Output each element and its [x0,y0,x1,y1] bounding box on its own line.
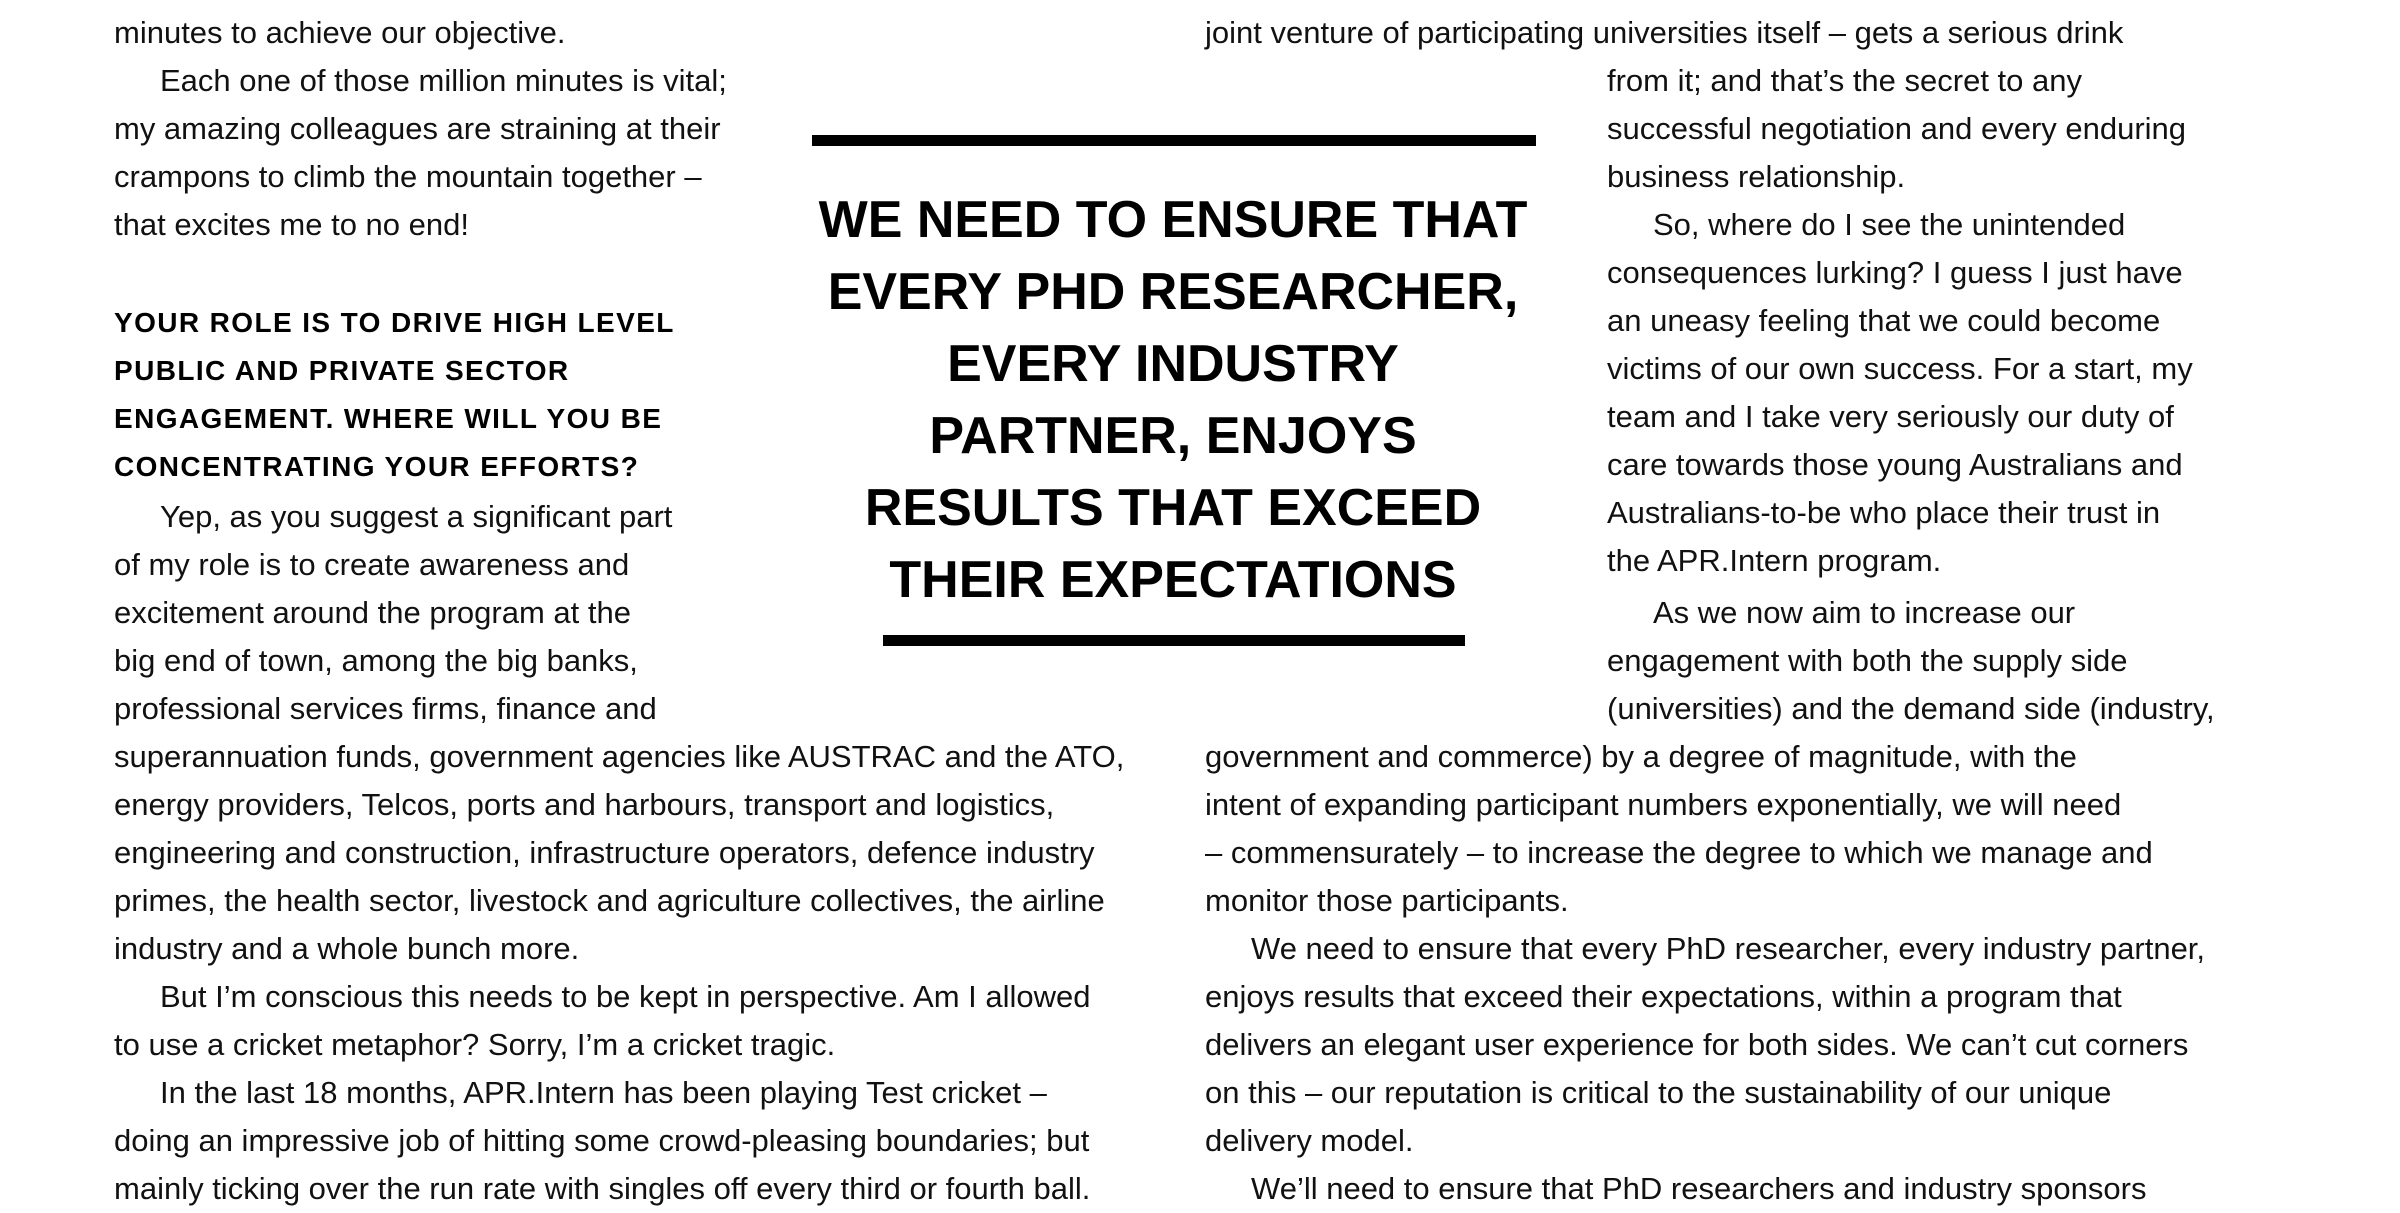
body-line: mainly ticking over the run rate with singles off every third or fourth ball. [114,1171,1091,1206]
body-line: We’ll need to ensure that PhD researchers and industry sponsors [1251,1171,2147,1206]
pull-quote-line: PARTNER, ENJOYS [929,407,1417,465]
body-line: government and commerce) by a degree of magnitude, with the [1205,739,2077,774]
body-line: Australians-to-be who place their trust in [1607,495,2161,530]
body-line: In the last 18 months, APR.Intern has been playing Test cricket – [160,1075,1047,1110]
pull-quote-line: RESULTS THAT EXCEED [864,479,1482,537]
pull-quote-line: WE NEED TO ENSURE THAT [818,191,1528,249]
body-line: an uneasy feeling that we could become [1607,303,2161,338]
body-line: professional services firms, finance and [114,691,657,726]
body-line: on this – our reputation is critical to the sustainability of our unique [1205,1075,2112,1110]
body-line: consequences lurking? I guess I just have [1607,255,2183,290]
body-line: to use a cricket metaphor? Sorry, I’m a cricket tragic. [114,1027,836,1062]
body-line: delivery model. [1205,1123,1414,1158]
body-line: – commensurately – to increase the degree to which we manage and [1205,835,2153,870]
body-line: doing an impressive job of hitting some crowd-pleasing boundaries; but [114,1123,1090,1158]
body-line: monitor those participants. [1205,883,1569,918]
body-line: minutes to achieve our objective. [114,15,566,50]
body-line: As we now aim to increase our [1653,595,2076,630]
body-line: intent of expanding participant numbers exponentially, we will need [1205,787,2122,822]
body-line: that excites me to no end! [114,207,469,242]
body-line: primes, the health sector, livestock and agriculture collectives, the airline [114,883,1105,918]
body-line: engineering and construction, infrastructure operators, defence industry [114,835,1095,870]
body-line: But I’m conscious this needs to be kept in perspective. Am I allowed [160,979,1091,1014]
interview-question: YOUR ROLE IS TO DRIVE HIGH LEVEL [114,307,675,338]
body-line: enjoys results that exceed their expectations, within a program that [1205,979,2122,1014]
body-line: my amazing colleagues are straining at their [114,111,721,146]
body-line: care towards those young Australians and [1607,447,2183,482]
body-line: the APR.Intern program. [1607,543,1942,578]
body-line: We need to ensure that every PhD researcher, every industry partner, [1251,931,2206,966]
body-line: victims of our own success. For a start, my [1607,351,2193,386]
body-line: excitement around the program at the [114,595,631,630]
body-line: superannuation funds, government agencies like AUSTRAC and the ATO, [114,739,1125,774]
body-line: successful negotiation and every enduring [1607,111,2187,146]
body-line: Yep, as you suggest a significant part [160,499,673,534]
body-line: (universities) and the demand side (industry, [1607,691,2215,726]
body-line: of my role is to create awareness and [114,547,630,582]
body-line: industry and a whole bunch more. [114,931,580,966]
body-line: joint venture of participating universities itself – gets a serious drink [1205,15,2124,50]
body-line: crampons to climb the mountain together – [114,159,702,194]
pull-quote-top-rule [812,135,1536,146]
body-line: Each one of those million minutes is vital; [160,63,727,98]
body-line: business relationship. [1607,159,1906,194]
body-line: energy providers, Telcos, ports and harbours, transport and logistics, [114,787,1055,822]
body-line: engagement with both the supply side [1607,643,2128,678]
body-line: big end of town, among the big banks, [114,643,638,678]
body-line: delivers an elegant user experience for both sides. We can’t cut corners [1205,1027,2189,1062]
interview-question: ENGAGEMENT. WHERE WILL YOU BE [114,403,663,434]
interview-question: PUBLIC AND PRIVATE SECTOR [114,355,570,386]
body-line: So, where do I see the unintended [1653,207,2126,242]
pull-quote-line: EVERY INDUSTRY [947,335,1399,393]
pull-quote-line: THEIR EXPECTATIONS [889,551,1457,609]
body-line: team and I take very seriously our duty of [1607,399,2174,434]
pull-quote-bottom-rule [883,635,1465,646]
interview-question: CONCENTRATING YOUR EFFORTS? [114,451,640,482]
body-line: from it; and that’s the secret to any [1607,63,2083,98]
pull-quote-line: EVERY PHD RESEARCHER, [827,263,1519,321]
